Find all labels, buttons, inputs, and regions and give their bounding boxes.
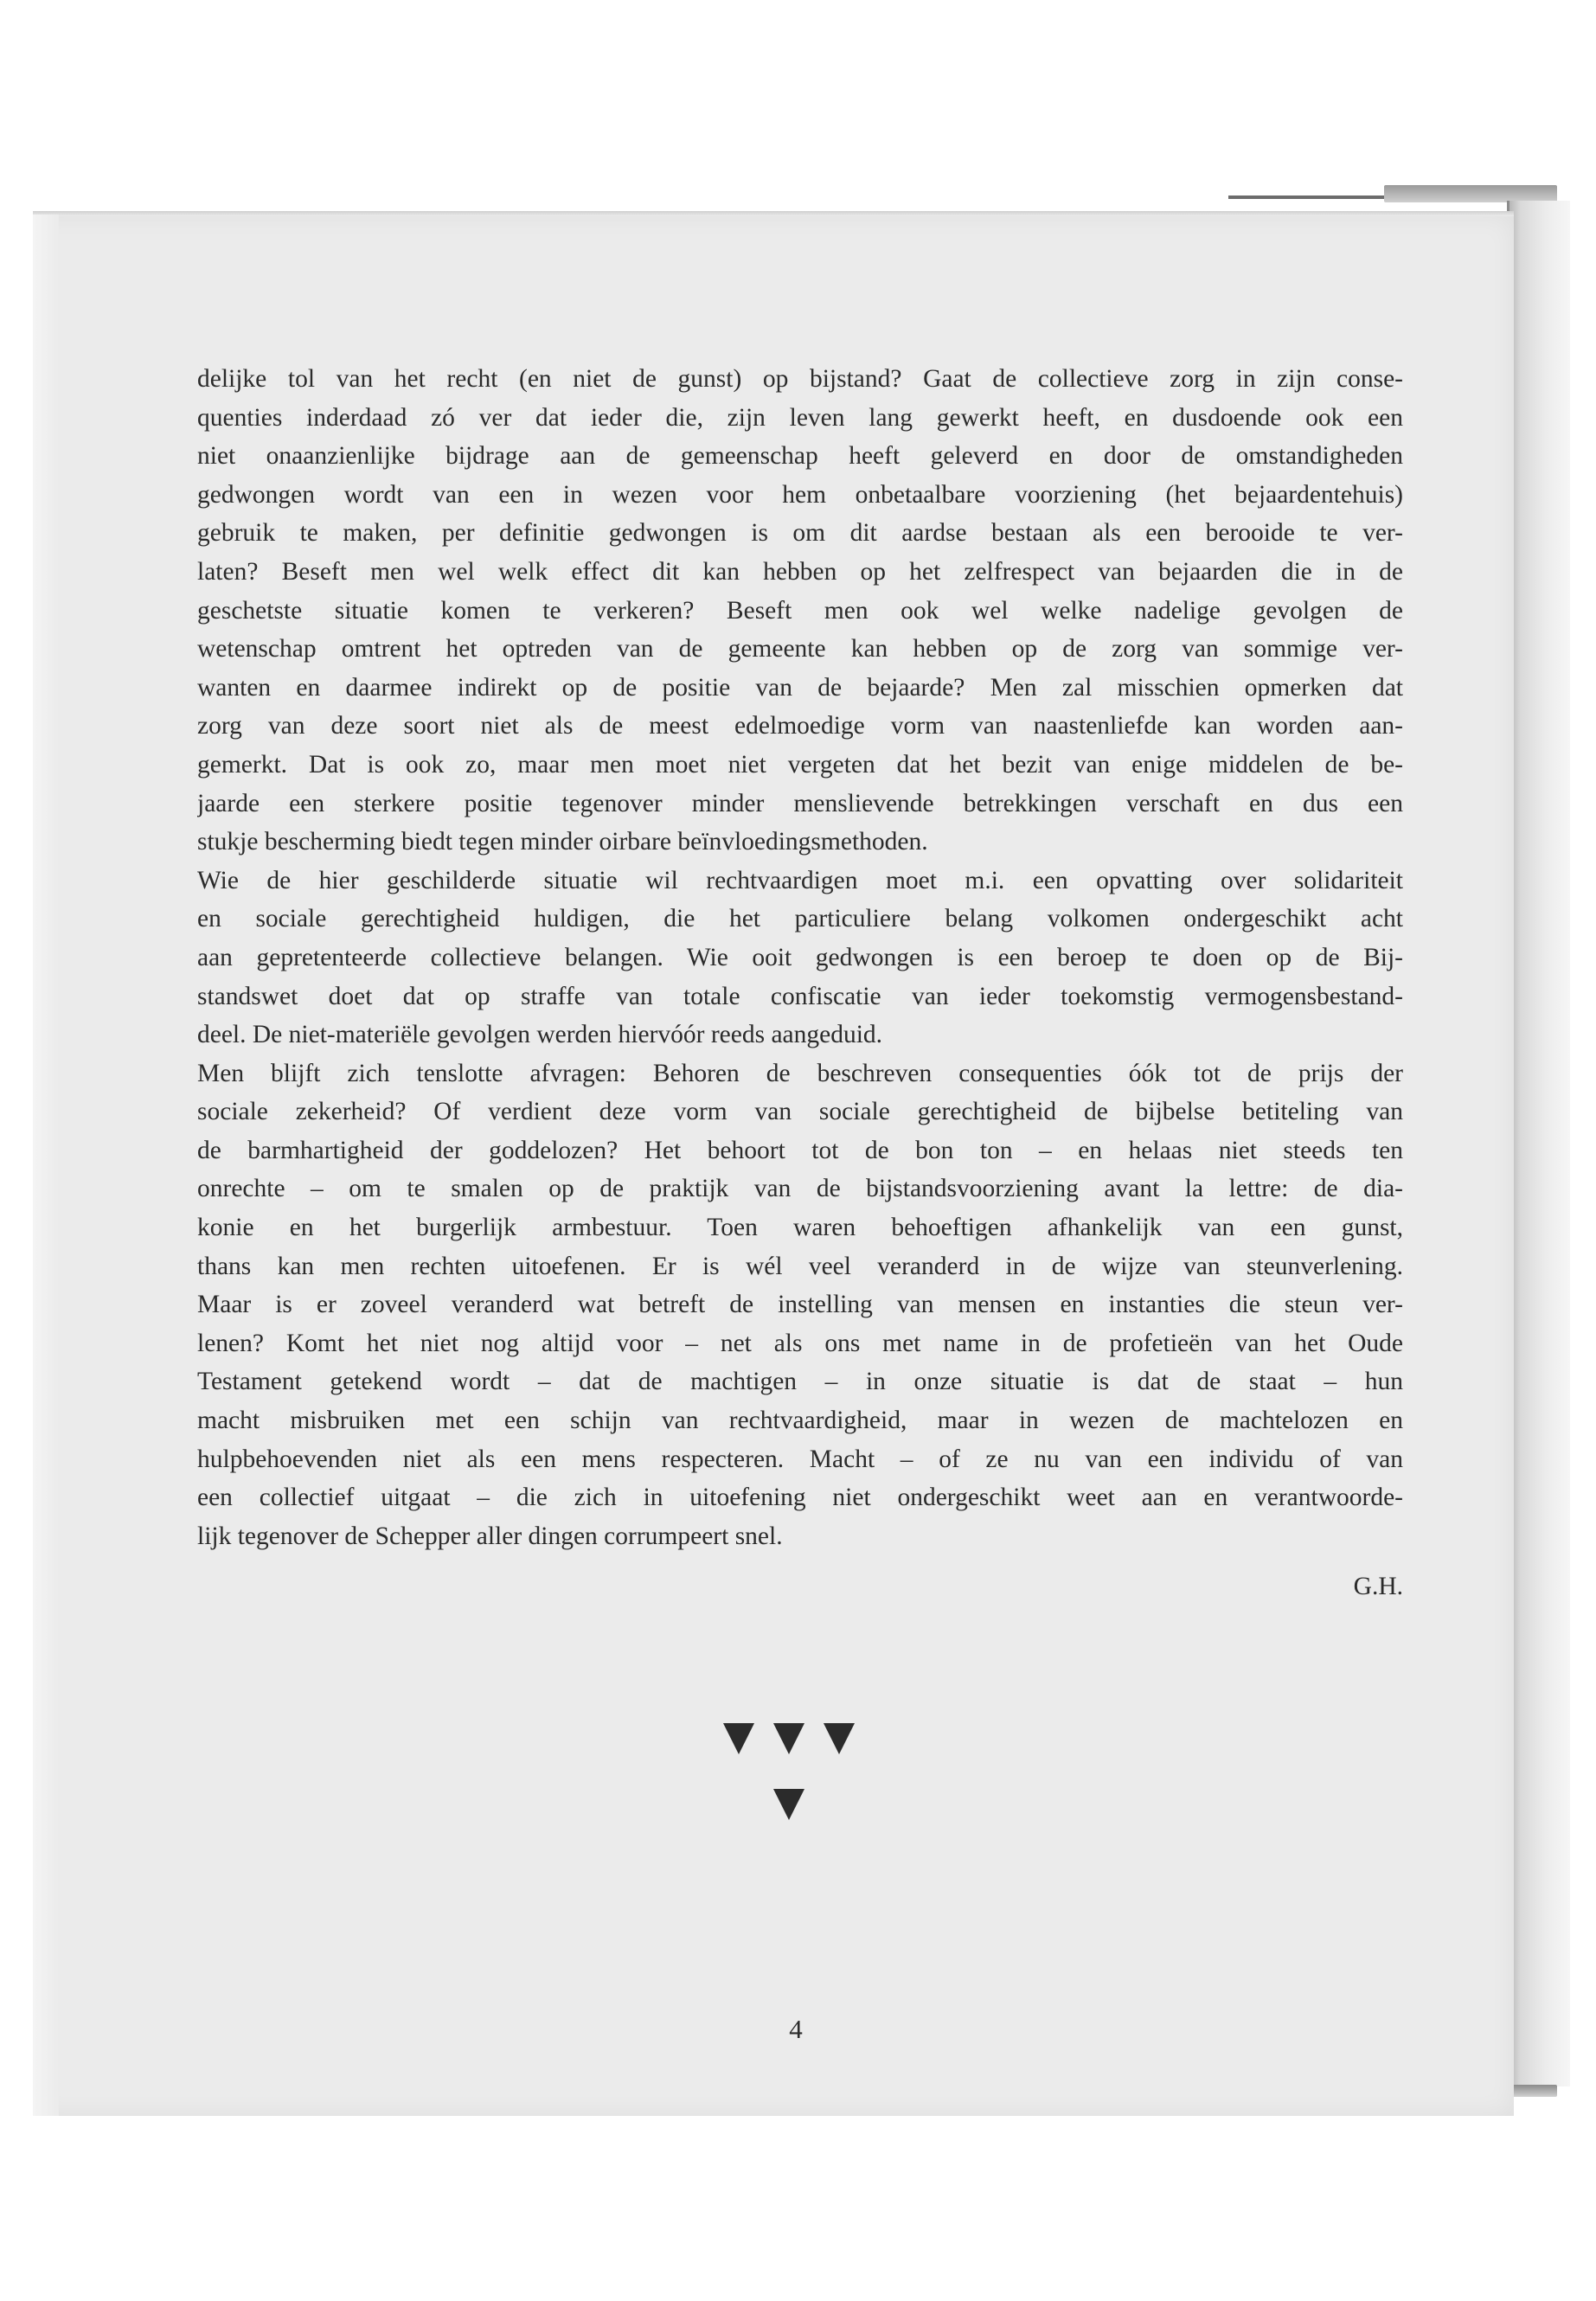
text-line: zorg van deze soort niet als de meest edelmoedige vorm van naastenliefde kan worden aan- [197,712,1403,740]
text-line: en sociale gerechtigheid huldigen, die het particuliere belang volkomen ondergeschikt acht [197,905,1403,933]
book-spine [1507,201,1570,2086]
text-line: een collectief uitgaat – die zich in uitoefening niet ondergeschikt weet aan en verantwoorde- [197,1484,1403,1512]
text-line: stukje bescherming biedt tegen minder oirbare beïnvloedingsmethoden. [197,828,928,856]
body-text [197,360,1403,1555]
page-left-edge [33,215,59,2116]
text-line: Maar is er zoveel veranderd wat betreft de instelling van mensen en instanties die steun ver- [197,1291,1403,1319]
text-line: macht misbruiken met een schijn van rechtvaardigheid, maar in wezen de machtelozen en [197,1407,1403,1435]
text-line: hulpbehoevenden niet als een mens respecteren. Macht – of ze nu van een individu of van [197,1445,1403,1473]
text-line: sociale zekerheid? Of verdient deze vorm van sociale gerechtigheid de bijbelse betiteling van [197,1098,1403,1126]
text-line: delijke tol van het recht (en niet de gunst) op bijstand? Gaat de collectieve zorg in zijn conse- [197,365,1403,393]
ornament-triangle-2 [773,1723,804,1754]
text-line: lijk tegenover de Schepper aller dingen corrumpeert snel. [197,1522,783,1550]
page-number: 4 [789,2014,803,2044]
text-line: standswet doet dat op straffe van totale confiscatie van ieder toekomstig vermogensbestand- [197,982,1403,1010]
text-line: gemerkt. Dat is ook zo, maar men moet niet vergeten dat het bezit van enige middelen de be- [197,750,1403,779]
text-line: Wie de hier geschilderde situatie wil rechtvaardigen moet m.i. een opvatting over solidariteit [197,866,1403,894]
text-line: jaarde een sterkere positie tegenover minder menslievende betrekkingen verschaft en dus een [197,789,1403,817]
text-line: wanten en daarmee indirekt op de positie van de bejaarde? Men zal misschien opmerken dat [197,673,1403,702]
book-edge-top [1384,185,1557,202]
text-line: de barmhartigheid der goddelozen? Het behoort tot de bon ton – en helaas niet steeds ten [197,1136,1403,1164]
text-line: quenties inderdaad zó ver dat ieder die, zijn leven lang gewerkt heeft, en dusdoende ook een [197,403,1403,432]
ornament-triangle-3 [824,1723,855,1754]
text-line: konie en het burgerlijk armbestuur. Toen waren behoeftigen afhankelijk van een gunst, [197,1214,1403,1242]
page-top-shadow [33,211,1514,216]
text-line: thans kan men rechten uitoefenen. Er is wél veel veranderd in de wijze van steunverlening. [197,1252,1403,1280]
text-line: gebruik te maken, per definitie gedwongen is om dit aardse bestaan als een berooide te ver- [197,519,1403,548]
text-line: geschetste situatie komen te verkeren? Beseft men ook wel welke nadelige gevolgen de [197,596,1403,625]
text-line: wetenschap omtrent het optreden van de gemeente kan hebben op de zorg van sommige ver- [197,635,1403,663]
text-line: laten? Beseft men wel welk effect dit kan hebben op het zelfrespect van bejaarden die in de [197,557,1403,586]
triangle-ornament-icon [711,1706,867,1862]
text-line: Testament getekend wordt – dat de machtigen – in onze situatie is dat de staat – hun [197,1368,1403,1396]
text-line: Men blijft zich tenslotte afvragen: Behoren de beschreven consequenties óók tot de prijs der [197,1059,1403,1087]
text-line: niet onaanzienlijke bijdrage aan de gemeenschap heeft geleverd en door de omstandigheden [197,442,1403,471]
text-line: gedwongen wordt van een in wezen voor hem onbetaalbare voorziening (het bejaardentehuis) [197,480,1403,509]
text-line: aan gepretenteerde collectieve belangen. Wie ooit gedwongen is een beroep te doen op de Bij- [197,943,1403,971]
text-line: lenen? Komt het niet nog altijd voor – net als ons met name in de profetieën van het Oude [197,1329,1403,1357]
author-signature: G.H. [1353,1573,1403,1600]
ornament-triangle-1 [723,1723,754,1754]
ornament-triangle-4 [773,1789,804,1820]
text-line: deel. De niet-materiële gevolgen werden hiervóór reeds aangeduid. [197,1021,883,1049]
text-line: onrechte – om te smalen op de praktijk van de bijstandsvoorziening avant la lettre: de dia- [197,1175,1403,1203]
